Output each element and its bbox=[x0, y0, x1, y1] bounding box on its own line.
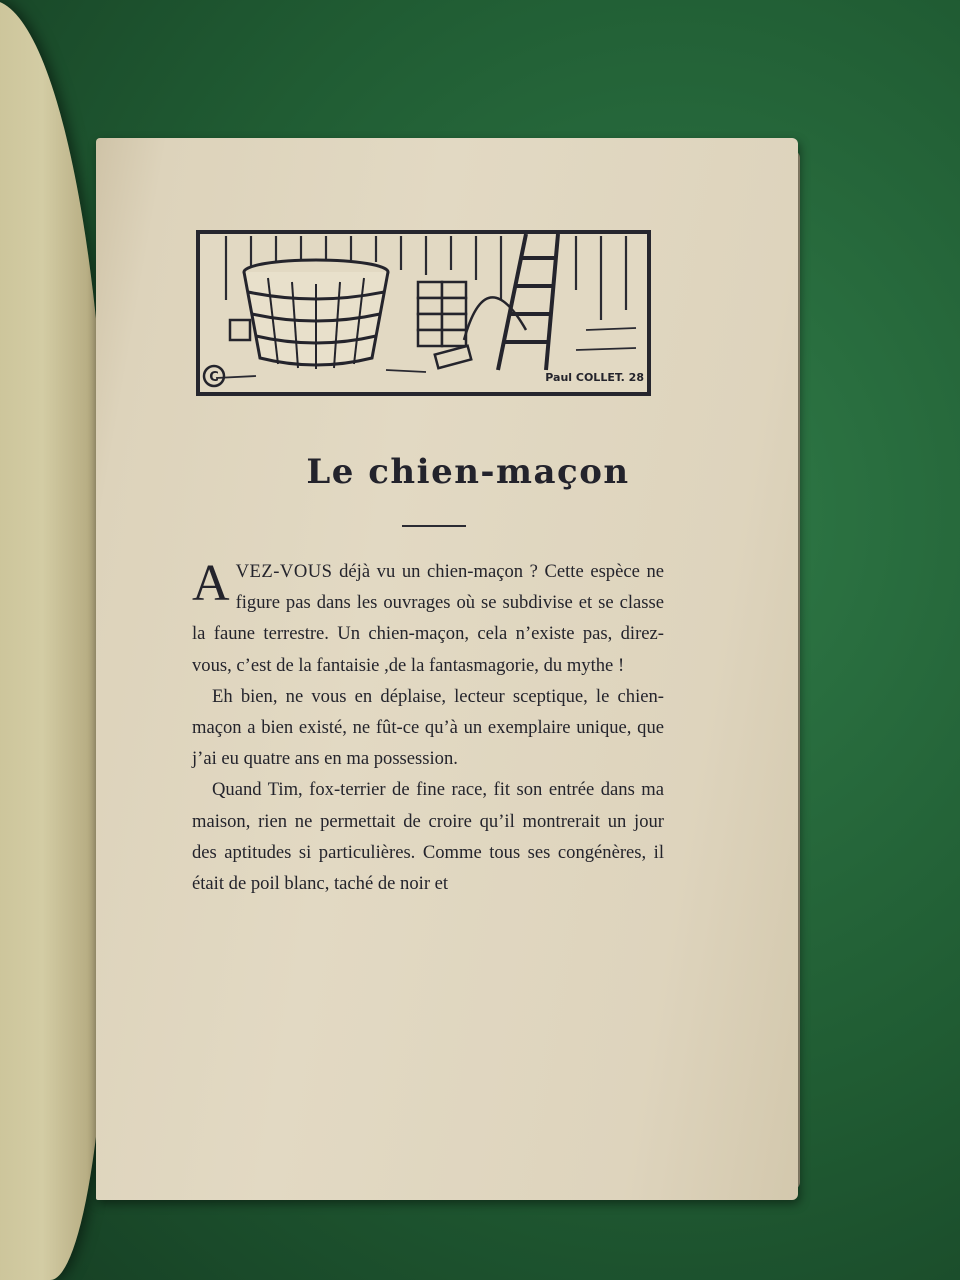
chapter-title: Le chien-maçon bbox=[306, 452, 630, 492]
drop-cap: A bbox=[192, 555, 230, 612]
left-page-curl bbox=[0, 0, 110, 1280]
paragraph-2: Eh bien, ne vous en déplaise, lecteur sceptique, le chien-maçon a bien existé, ne fût-ce qu’à un exemplaire unique, que j’ai eu quatre ans en ma possession. bbox=[192, 685, 664, 770]
artist-signature: Paul COLLET. 28 bbox=[545, 371, 644, 384]
paragraph-1-text: déjà vu un chien-maçon ? Cette espèce ne figure pas dans les ouvrages où se subdivise et se classe la faune terrestre. Un chien-maçon, cela n’existe pas, direz-vous, c’est de la fantaisie ,de la fantasmagorie, du mythe ! bbox=[192, 561, 664, 676]
paragraph-3: Quand Tim, fox-terrier de fine race, fit son entrée dans ma maison, rien ne permettait de croire qu’il montrerait un jour des aptitudes si particulières. Comme tous ses congénères, il était de poil blanc, taché de noir et bbox=[192, 779, 664, 895]
chapter-body bbox=[192, 556, 664, 899]
paragraph-1 bbox=[192, 556, 664, 681]
opening-smallcaps: VEZ-VOUS bbox=[235, 561, 333, 582]
emblem-letter: C bbox=[209, 370, 219, 385]
title-rule bbox=[402, 525, 466, 527]
woodcut-illustration bbox=[196, 230, 651, 396]
